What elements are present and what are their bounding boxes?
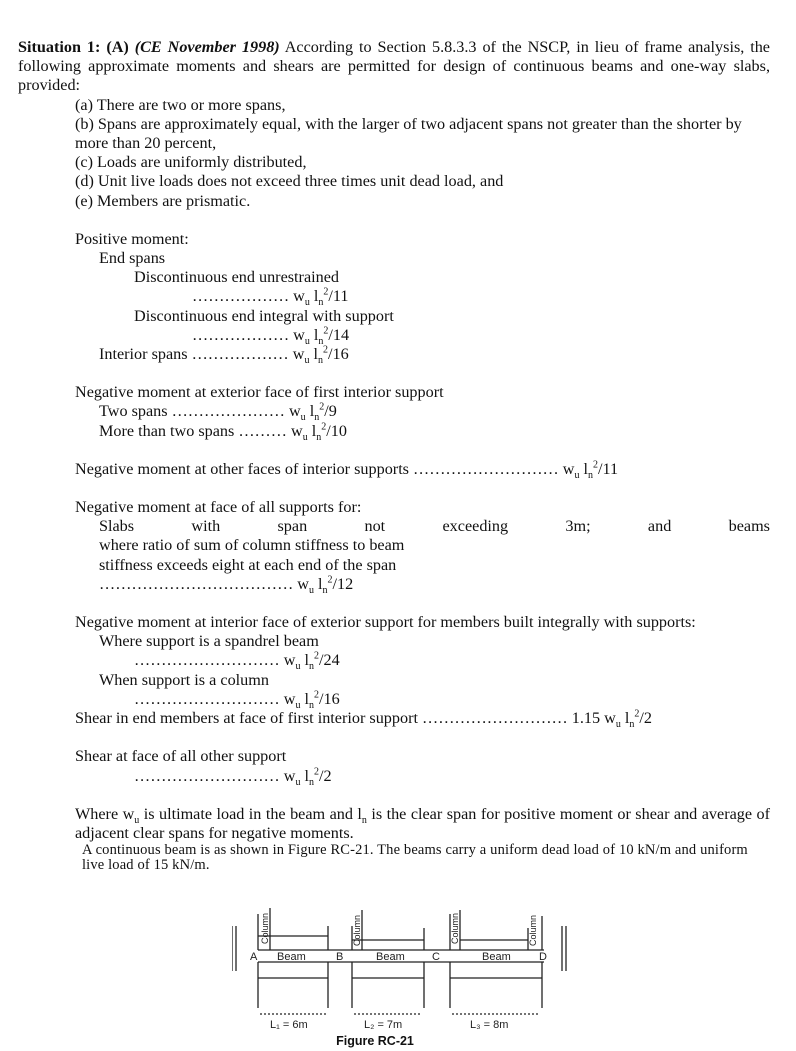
span-label-1: L₁ = 6m — [270, 1019, 308, 1031]
neg-all-formula: ……………………………… $w_u$ $l_n^2/12$ — [99, 574, 354, 597]
column-label-1: Column — [260, 912, 270, 944]
neg-all-line3: stiffness exceeds eight at each end of the span — [99, 555, 397, 574]
support-a: A — [250, 951, 258, 963]
column-label: When support is a column — [99, 670, 269, 689]
figure-rc-21 — [232, 896, 572, 1046]
two-spans: Two spans ………………… $w_u$ $l_n^2/9$ — [99, 402, 337, 424]
figure-caption: Figure RC-21 — [336, 1034, 414, 1048]
support-b: B — [336, 951, 344, 963]
column-label-3: Column — [450, 912, 460, 944]
interior-spans: Interior spans ……………… $w_u$ $l_n^2/16$ — [99, 344, 349, 367]
column-label-4: Column — [528, 914, 538, 946]
neg-other-line: Negative moment at other faces of interior supports ……………………… $w_u$ $l_n^2/11$ — [75, 459, 619, 482]
condition-c: (c) Loads are uniformly distributed, — [75, 153, 307, 172]
shear-other-heading: Shear at face of all other support — [75, 747, 287, 766]
shear-end-line: Shear in end members at face of first interior support ……………………… 1.15 $w_u$ $l_n^2/2$ — [75, 708, 652, 731]
neg-all-line2: where ratio of sum of column stiffness to beam — [99, 536, 405, 555]
spandrel-formula: ……………………… $w_u$ $l_n^2/24$ — [134, 651, 340, 673]
spandrel-label: Where support is a spandrel beam — [99, 632, 319, 651]
column-formula: ……………………… $w_u$ $l_n^2/16$ — [134, 689, 340, 712]
condition-b: (b) Spans are approximately equal, with the larger of two adjacent spans not greater than the shorter by more than 20 percent, — [75, 114, 742, 153]
beam-label-3: Beam — [482, 951, 511, 963]
integral-formula: ……………… $w_u$ $l_n^2/14$ — [192, 325, 350, 348]
more-spans: More than two spans ……… $w_u$ $l_n^2/10$ — [99, 421, 347, 443]
document-body — [18, 38, 770, 873]
situation-label: Situation 1: (A) — [18, 38, 129, 56]
situation-source: (CE November 1998) — [134, 38, 280, 56]
beam-label-1: Beam — [277, 951, 306, 963]
unrestrained-label: Discontinuous end unrestrained — [134, 268, 339, 287]
beam-label-2: Beam — [376, 951, 405, 963]
positive-heading: Positive moment: — [75, 229, 189, 248]
span-label-3: L₃ = 8m — [470, 1019, 509, 1031]
neg-interior-heading: Negative moment at interior face of exterior support for members built integrally with supports: — [75, 613, 696, 632]
situation-intro: According to Section 5.8.3.3 of the NSCP, in lieu of frame analysis, the following approximate moments and shears are permitted for design of continuous beams and one-way slabs, provided: — [18, 38, 770, 95]
beam-diagram — [232, 896, 572, 1036]
shear-other-formula: ……………………… $w_u$ $l_n^2/2$ — [134, 766, 332, 788]
neg-all-line1: Slabs with span not exceeding 3m; and beams — [99, 517, 770, 536]
condition-a: (a) There are two or more spans, — [75, 95, 286, 114]
neg-exterior-heading: Negative moment at exterior face of first interior support — [75, 383, 444, 402]
where-paragraph: Where $w_u$ is ultimate load in the beam and $l_n$ is the clear span for positive moment or shear and average of adjacent clear spans for negative moments. — [75, 804, 770, 842]
unrestrained-formula: ……………… $w_u$ $l_n^2/11$ — [192, 287, 349, 309]
support-c: C — [432, 951, 440, 963]
integral-label: Discontinuous end integral with support — [134, 306, 394, 325]
column-label-2: Column — [352, 914, 362, 946]
condition-e: (e) Members are prismatic. — [75, 191, 251, 210]
condition-d: (d) Unit live loads does not exceed three times unit dead load, and — [75, 172, 504, 191]
end-spans: End spans — [99, 249, 166, 268]
situation-paragraph — [18, 38, 770, 96]
span-label-2: L₂ = 7m — [364, 1019, 403, 1031]
problem-statement: A continuous beam is as shown in Figure RC-21. The beams carry a uniform dead load of 10 kN/m and uniform live load of 15 kN/m. — [82, 842, 748, 874]
neg-all-heading: Negative moment at face of all supports for: — [75, 498, 362, 517]
support-d: D — [539, 951, 547, 963]
